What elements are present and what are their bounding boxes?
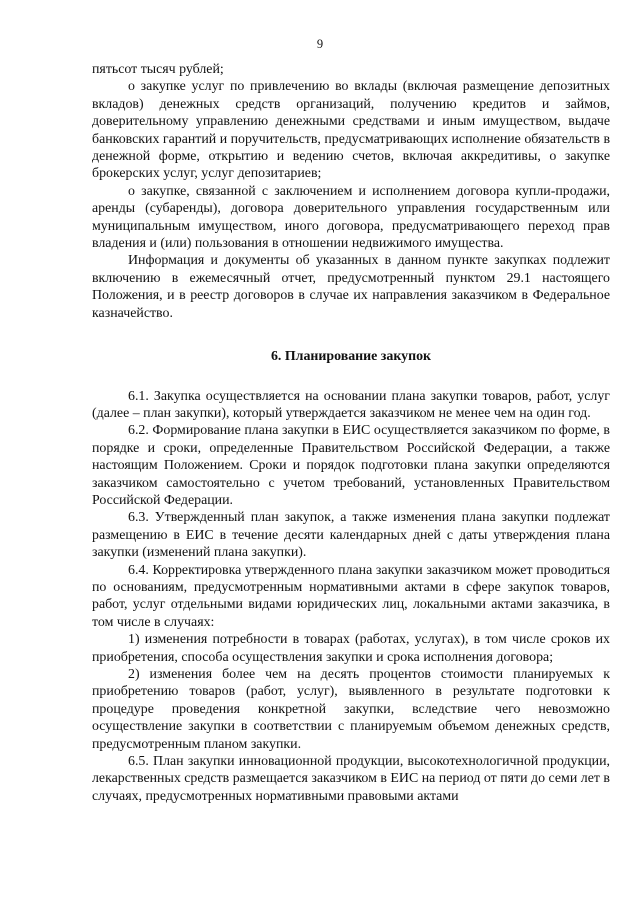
document-body — [92, 61, 610, 805]
paragraph: 6.1. Закупка осуществляется на основании плана закупки товаров, работ, услуг (далее – план закупки), который утверждается заказчиком не менее чем на один год. — [92, 388, 610, 421]
paragraph: 6.5. План закупки инновационной продукции, высокотехнологичной продукции, лекарственных средств размещается заказчиком в ЕИС на период от пяти до семи лет в случаях, предусмотренных нормативными правовыми актами — [92, 754, 610, 804]
paragraph: 6.4. Корректировка утвержденного плана закупки заказчиком может проводиться по основаниям, предусмотренным нормативными актами в сфере закупок товаров, работ, услуг отдельными видами юридических лиц, локальными актами заказчика, в том числе в случаях: — [92, 562, 610, 630]
section-heading: 6. Планирование закупок — [270, 349, 432, 365]
paragraph: пятьсот тысяч рублей; — [92, 62, 224, 77]
paragraph: 6.2. Формирование плана закупки в ЕИС осуществляется заказчиком по форме, в порядке и сроки, определенные Правительством Российской Федерации, а также настоящим Положением. Сроки и порядок подготовки плана закупки определяются заказчиком самостоятельно с учетом требований, установленных Правительством Российской Федерации. — [92, 423, 610, 508]
paragraph: 1) изменения потребности в товарах (работах, услугах), в том числе сроков их приобретения, способа осуществления закупки и срока исполнения договора; — [92, 632, 610, 665]
paragraph: 2) изменения более чем на десять процентов стоимости планируемых к приобретению товаров (работ, услуг), выявленного в результате подготовки к процедуре проведения конкретной закупки, вследствие чего невозможно осуществление закупки в соответствии с планируемым объемом денежных средств, предусмотренным планом закупки. — [92, 667, 610, 752]
paragraph: о закупке услуг по привлечению во вклады (включая размещение депозитных вкладов) денежных средств организаций, получению кредитов и займов, доверительному управлению денежными средствами и иным имуществом, выдаче банковских гарантий и поручительств, предусматривающих исполнение обязательств в денежной форме, открытию и ведению счетов, включая аккредитивы, о закупке брокерских услуг, услуг депозитариев; — [92, 79, 611, 182]
page-number: 9 — [316, 37, 324, 51]
paragraph: о закупке, связанной с заключением и исполнением договора купли-продажи, аренды (субаренды), договора доверительного управления государственным или муниципальным имуществом, иного договора, предусматривающего переход прав владения и (или) пользования в отношении недвижимого имущества. — [92, 183, 610, 252]
paragraph: Информация и документы об указанных в данном пункте закупках подлежит включению в ежемесячный отчет, предусмотренный пунктом 29.1 настоящего Положения, и в реестр договоров в случае их направления заказчиком в Федеральное казначейство. — [92, 253, 610, 321]
paragraph: 6.3. Утвержденный план закупок, а также изменения плана закупки подлежат размещению в ЕИС в течение десяти календарных дней с даты утверждения плана закупки (изменений плана закупки). — [92, 510, 610, 561]
